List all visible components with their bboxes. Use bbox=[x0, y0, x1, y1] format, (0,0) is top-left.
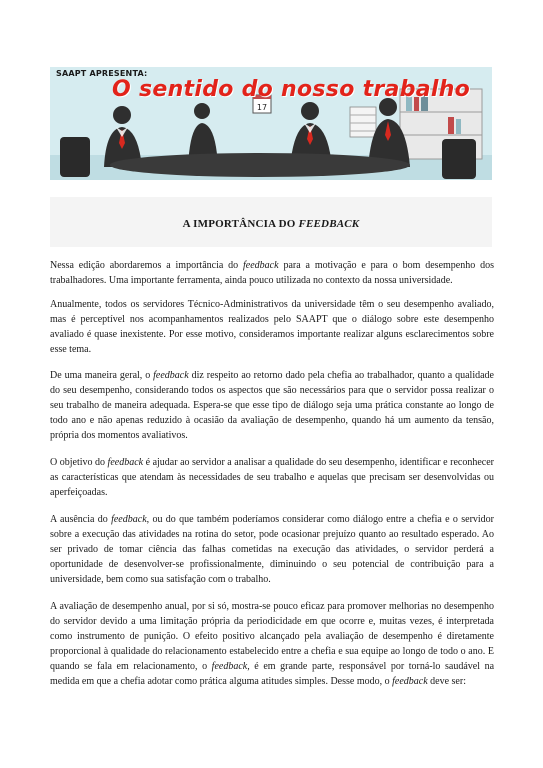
banner-kicker: SAAPT APRESENTA: bbox=[56, 69, 148, 78]
paragraph-text: , ou do que também poderíamos considerar como diálogo entre a chefia e o servidor sobre a execução das atividades na rotina do setor, pode ocasionar prejuízo quanto ao resultado esperado. Ao ser privado de tomar ciência das falhas cometidas na execução das atividades, o servidor perderá a oportunidade de desenvolver-se profissionalmente, diminuindo o seu potencial de contribuição para a universidade, bem como sua satisfação com o trabalho. bbox=[50, 514, 495, 585]
header-banner bbox=[50, 67, 492, 180]
emphasis-text: feedback, bbox=[211, 661, 250, 672]
section-title-emph: FEEDBACK bbox=[298, 218, 360, 230]
paragraph-text: é ajudar ao servidor a analisar a qualidade do seu desempenho, identificar e reconhecer as características que atendam às necessidades de seu trabalho e aquelas que precisam ser desenvolvidas ou aperfeiçoadas. bbox=[50, 457, 494, 498]
paragraph-4 bbox=[50, 455, 494, 500]
emphasis-text: feedback bbox=[392, 676, 428, 687]
paragraph-text: Anualmente, todos os servidores Técnico-Administrativos da universidade têm o seu desempenho avaliado, mas é perceptível nos acompanhamentos realizados pelo SAAPT que o diálogo sobre este desempenho avaliado é quase inexistente. Por esse motivo, consideramos importante realizar alguns esclarecimentos sobre esse tema. bbox=[50, 299, 494, 355]
paragraph-2 bbox=[50, 297, 494, 357]
section-title bbox=[50, 218, 492, 230]
paragraph-text: De uma maneira geral, o bbox=[50, 370, 154, 381]
article-body bbox=[50, 258, 494, 701]
paragraph-1 bbox=[50, 258, 494, 288]
paragraph-6 bbox=[50, 599, 494, 689]
emphasis-text: feedback bbox=[107, 457, 144, 468]
paragraph-5 bbox=[50, 512, 494, 587]
emphasis-text: feedback bbox=[111, 514, 147, 525]
paper-stack bbox=[350, 107, 376, 137]
paragraph-text: A avaliação de desempenho anual, por si só, mostra-se pouco eficaz para promover melhorias no desempenho do servidor devido a uma limitação própria da periodicidade em que ocorre e, muitas vezes, é interpretada como instrumento de punição. O efeito positivo alcançado pela avaliação de desempenho é diretamente proporcional à qualidade do relacionamento estabelecido entre a chefia e sua equipe ao longo de todo o ano. E quando se fala em relacionamento, o bbox=[50, 601, 494, 672]
banner-title: O sentido do nosso trabalho bbox=[112, 77, 471, 102]
meeting-table bbox=[110, 153, 410, 177]
section-title-prefix: A IMPORTÂNCIA DO bbox=[182, 218, 299, 230]
emphasis-text: feedback bbox=[153, 370, 189, 381]
paragraph-text: para a motivação e para o bom desempenho dos trabalhadores. Uma importante ferramenta, ainda pouco utilizada no contexto da nossa universidade. bbox=[50, 260, 494, 286]
paragraph-text: é em grande parte, responsável por torná-lo saudável na medida em que a chefia adotar como prática alguma atitudes simples. Desse modo, o bbox=[50, 661, 495, 687]
paragraph-text: diz respeito ao retorno dado pela chefia ao trabalhador, quanto a qualidade do seu desempenho, considerando todos os aspectos que são necessários para que o servidor possa realizar o seu trabalho de maneira adequada. Espera-se que esse tipo de diálogo seja uma prática constante ao longo de todo ano e não apenas reduzido à ocasião da avaliação de desempenho, quando há um aumento da tensão, própria dos momentos avaliativos. bbox=[50, 370, 494, 441]
paragraph-text: deve ser: bbox=[427, 676, 466, 687]
paragraph-text: A ausência do bbox=[50, 514, 112, 525]
paragraph-text: O objetivo do bbox=[50, 457, 108, 468]
paragraph-3 bbox=[50, 368, 494, 443]
paragraph-text: Nessa edição abordaremos a importância do bbox=[50, 260, 244, 271]
svg-text:17: 17 bbox=[256, 103, 268, 112]
emphasis-text: feedback bbox=[243, 260, 279, 271]
